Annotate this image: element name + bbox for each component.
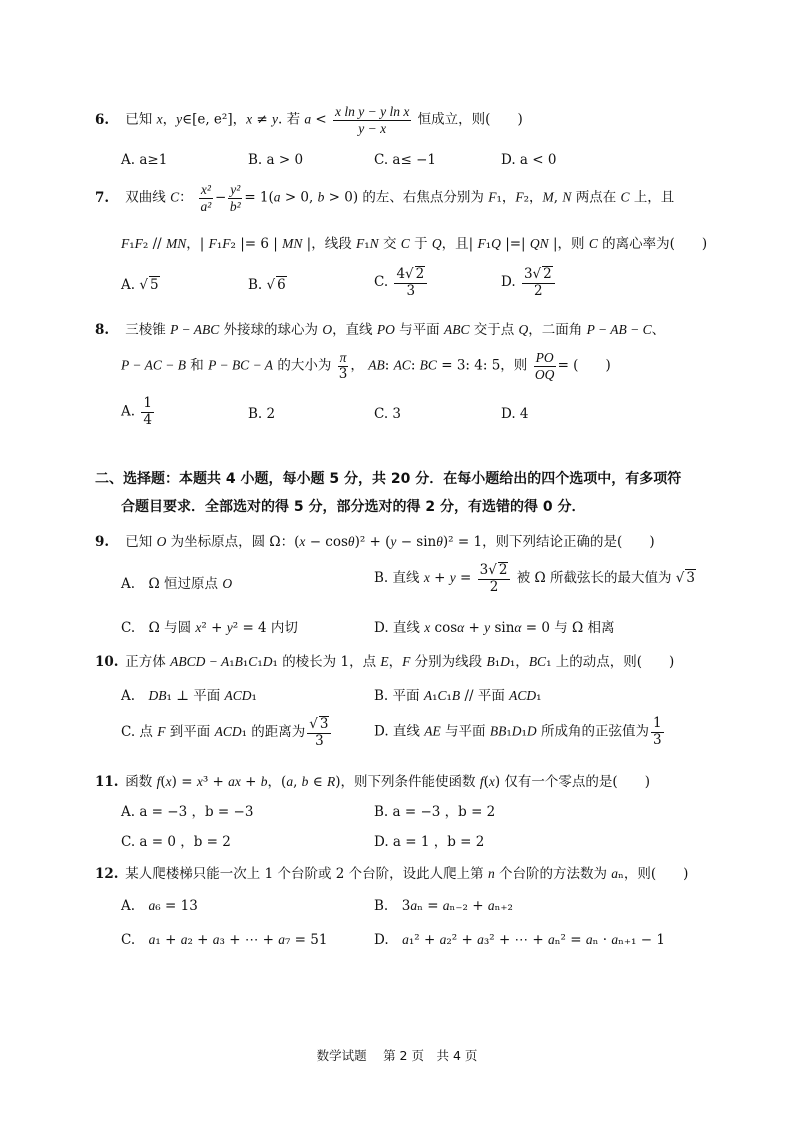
question-6: 6. 已知 x，y∈[e, e²]，x ≠ y. 若 a < $\frac{\text{x ln y − y ln x}}{y - x}$ 恒成立，则( ) (95, 104, 523, 136)
stem-text: 双曲线 (125, 189, 166, 206)
stem-text: 的离心率为( ) (602, 236, 708, 252)
stem-text: 分别为线段 (414, 654, 483, 670)
question-11: 11. 函数 f(x) = x³ + ax + b，(a, b ∈ R)，则下列条件能使函数 f(x) 仅有一个零点的是( ) (95, 774, 650, 790)
option-12b: B. 3aₙ = aₙ₋₂ + aₙ₊₂ (374, 898, 513, 914)
option-8d: D. 4 (501, 406, 529, 422)
section-heading: 二、选择题：本题共 4 小题，每小题 5 分，共 20 分．在每小题给出的四个选项中，有多项符 (95, 471, 682, 487)
question-7: 7. 双曲线 C： $\frac{\text{x²}}{\text{a²}}$ − $\frac{\text{y²}}{\text{b²}}$ = 1(a > 0, b > 0) 的左、右焦点分别为 F₁，F₂，M, N 两点在 C 上，且 (95, 182, 675, 214)
question-12: 12. 某人爬楼梯只能一次上 1 个台阶或 2 个台阶，设此人爬上第 n 个台阶的方法数为 aₙ，则( ) (95, 866, 689, 882)
stem-text: 恒成立，则( ) (417, 111, 523, 128)
option-9c: C. Ω 与圆 x² + y² = 4 内切 (121, 620, 298, 636)
fraction: $\frac{\text{y²}}{\text{b²}}$ (229, 182, 241, 214)
stem-text: 某人爬楼梯只能一次上 1 个台阶或 2 个台阶，设此人爬上第 (125, 866, 484, 882)
stem-text: ，线段 (311, 236, 352, 252)
option-11b: B. a = −3 ，b = 2 (374, 804, 496, 820)
option-9a: A. Ω 恒过原点 O (121, 576, 233, 592)
question-8-line2: P − AC − B 和 P − BC − A 的大小为 $\frac{\pi}{3}$ ， AB: AC: BC = 3: 4: 5，则 $\frac{PO}{OQ}$ = ( ) (121, 350, 611, 382)
stem-text: ，且 (441, 236, 469, 252)
stem-text: 已知 (125, 111, 153, 128)
option-7a: A. √ 5 (121, 277, 159, 293)
question-number: 10. (95, 654, 119, 670)
option-10c: C. 点 F 到平面 ACD₁ 的距离为 $\frac{√ 3}{3}$ (121, 716, 333, 749)
stem-text: 个台阶的方法数为 (498, 866, 607, 882)
option-10d: D. 直线 AE 与平面 BB₁D₁D 所成角的正弦值为 $\frac{1}{3}$ (374, 715, 662, 748)
option-8c: C. 3 (374, 406, 402, 422)
question-8: 8. 三棱锥 P − ABC 外接球的球心为 O，直线 PO 与平面 ABC 交于点 Q，二面角 P − AB − C、 (95, 322, 666, 338)
question-10: 10. 正方体 ABCD − A₁B₁C₁D₁ 的棱长为 1，点 E，F 分别为线段 B₁D₁，BC₁ 上的动点，则( ) (95, 654, 675, 670)
stem-text: 与平面 (399, 322, 440, 338)
option-12a: A. a₆ = 13 (121, 898, 198, 914)
stem-text: 交 (382, 236, 397, 252)
stem-text: 正方体 (125, 654, 166, 670)
option-9b: B. 直线 x + y = $\frac{3√ 2}{2}$ 被 Ω 所截弦长的最大值为 √ 3 (374, 562, 695, 595)
stem-text: ，二面角 (528, 322, 583, 338)
section-heading-line2: 合题目要求．全部选对的得 5 分，部分选对的得 2 分，有选错的得 0 分． (121, 499, 586, 515)
option-7b: B. √ 6 (248, 277, 286, 293)
stem-text: ，则 (500, 357, 528, 374)
question-number: 12. (95, 866, 119, 882)
option-6a: A. a≥1 (121, 152, 168, 168)
option-6c: C. a≤ −1 (374, 152, 436, 168)
option-8b: B. 2 (248, 406, 276, 422)
option-8a: A. $\frac{1}{4}$ (121, 395, 152, 428)
stem-text: 的大小为 (277, 357, 332, 374)
question-number: 6. (95, 111, 110, 128)
stem-text: 已知 (125, 534, 153, 550)
option-11d: D. a = 1 ，b = 2 (374, 834, 485, 850)
option-12d: D. a₁² + a₂² + a₃² + ⋯ + aₙ² = aₙ · aₙ₊₁ − 1 (374, 932, 665, 948)
stem-text: ，则( ) (623, 866, 689, 882)
option-6b: B. a > 0 (248, 152, 304, 168)
question-number: 7. (95, 189, 110, 206)
stem-text: ， (350, 357, 364, 374)
stem-text: 外接球的球心为 (223, 322, 319, 338)
option-7c: C. $\frac{4√ 2}{3}$ (374, 266, 429, 299)
fraction: $\frac{\text{x²}}{\text{a²}}$ (200, 182, 212, 214)
stem-text: 的棱长为 1，点 (282, 654, 377, 670)
stem-text: 两点在 (575, 189, 617, 206)
option-9d: D. 直线 x cosα + y sinα = 0 与 Ω 相离 (374, 620, 615, 636)
option-10b: B. 平面 A₁C₁B // 平面 ACD₁ (374, 688, 542, 704)
question-number: 11. (95, 774, 119, 790)
question-9: 9. 已知 O 为坐标原点，圆 Ω：(x − cosθ)² + (y − sinθ)² = 1，则下列结论正确的是( ) (95, 534, 655, 550)
question-number: 8. (95, 322, 110, 338)
stem-text: 三棱锥 (125, 322, 166, 338)
fraction: $\frac{\text{x ln y − y ln x}}{y - x}$ (335, 104, 410, 136)
stem-text: ，则下列条件能使函数 (340, 774, 476, 790)
question-number: 9. (95, 534, 110, 550)
stem-text: 和 (190, 357, 204, 374)
option-11c: C. a = 0 ，b = 2 (121, 834, 231, 850)
question-7-line2: F₁F₂ // MN，| F₁F₂ |= 6 | MN |，线段 F₁N 交 C 于 Q，且| F₁Q |=| QN |，则 C 的离心率为( ) (121, 236, 708, 252)
option-7d: D. $\frac{3√ 2}{2}$ (501, 266, 557, 299)
page-footer: 数学试题 第 2 页 共 4 页 (316, 1048, 478, 1063)
stem-text: 为坐标原点，圆 (170, 534, 266, 550)
stem-text: ，则下列结论正确的是( ) (482, 534, 655, 550)
option-10a: A. DB₁ ⊥ 平面 ACD₁ (121, 688, 257, 704)
option-12c: C. a₁ + a₂ + a₃ + ⋯ + a₇ = 51 (121, 932, 328, 948)
option-6d: D. a < 0 (501, 152, 557, 168)
fraction: $\frac{PO}{OQ}$ (534, 350, 555, 382)
stem-text: 于 (414, 236, 428, 252)
stem-text: 上，且 (633, 189, 675, 206)
stem-text: 函数 (125, 774, 153, 790)
stem-text: 上的动点，则( ) (555, 654, 675, 670)
option-11a: A. a = −3 ，b = −3 (121, 804, 254, 820)
stem-text: ，则 (557, 236, 585, 252)
stem-text: 的左、右焦点分别为 (362, 189, 484, 206)
stem-text: 交于点 (473, 322, 515, 338)
stem-text: ，直线 (332, 322, 373, 338)
stem-text: 仅有一个零点的是( ) (504, 774, 650, 790)
